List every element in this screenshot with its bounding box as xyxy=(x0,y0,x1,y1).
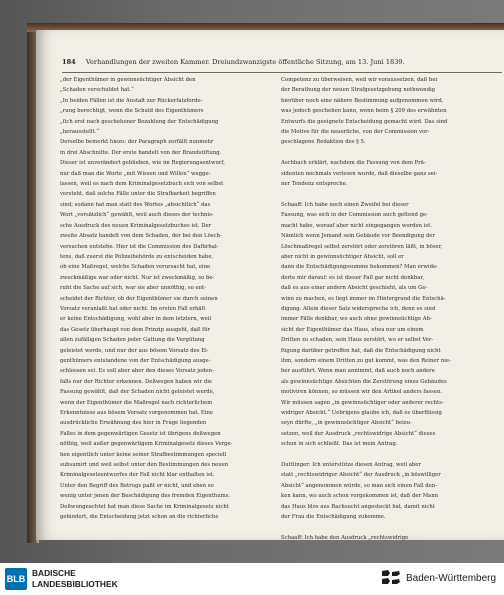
text-line: sche Ausdruck des neuen Kriminalgesetzbuches ist. Der xyxy=(60,222,212,229)
text-line: Absicht“ angenommen würde, so man sich einen Fall den- xyxy=(281,482,437,489)
text-line xyxy=(281,189,499,199)
text-line: der Berathung der neuen Strafgesetzgebung nothwendig xyxy=(281,87,436,94)
text-line: dann die Entschädigungssumme bekommen? Man erwide- xyxy=(281,264,438,271)
text-line: das Gesetz überhaupt von dem Prinzip ausgeht, daß für xyxy=(60,326,211,333)
text-line: „ſich erst nach geschehener Bezahlung der Entschädigung xyxy=(60,118,219,125)
text-line: seyn dürfte, „in gewinnsüchtiger Absicht“ beizu- xyxy=(281,420,412,427)
text-line: falls nur der Richter erkennen. Deßwegen haben wir die xyxy=(60,378,213,385)
text-line: „In beiden Fällen ist die Anstalt zur Rückerſatzforde- xyxy=(60,97,203,104)
text-line: Deßwungeachtet hat man diese Sache im Kriminalgesetz nicht xyxy=(60,503,229,510)
page-number: 184 xyxy=(62,58,76,66)
text-line: als gewinnsüchtige Absichten die Zerstörung eines Gebäudes xyxy=(281,378,447,385)
text-line: digung. Allein dieser Satz widerspreche ich, denn es sind xyxy=(281,305,436,312)
text-line: lassen, weil es nach dem Kriminalgesetzbuch sich von selbst xyxy=(60,181,224,188)
text-line: geleistet werde, und nur der aus bösem Vorsatz des Ei- xyxy=(60,347,209,354)
library-name-line-1: BADISCHE xyxy=(32,568,76,578)
running-head-title: Verhandlungen der zweiten Kammer. Dreiundzwanzigste öffentliche Sitzung, am 13. Juni 1839. xyxy=(85,58,405,66)
text-line: Unter den Begriff des Betrugs paßt er nicht, und eben so xyxy=(60,482,214,489)
text-line: Competenz zu überweisen, weil wir voraussetzen, daß bei xyxy=(281,77,438,83)
library-name xyxy=(32,568,162,589)
state-name: Baden-Württemberg xyxy=(406,573,497,584)
text-line: Fassung gewählt, daß der Schaden nicht geleistet werde, xyxy=(60,389,215,396)
text-line: nur daß man die Worte „mit Wissen und Willen“ wegge- xyxy=(60,170,211,177)
text-line: Aschbach erklärt, nachdem die Fassung von dem Prä- xyxy=(281,160,426,167)
right-text-column xyxy=(281,75,499,541)
text-line: Wort „vorsätzlich“ gewählt, weil auch dieses der technis- xyxy=(60,212,214,219)
text-line: gehindert, die Entscheidung jetzt schon an die richterliche xyxy=(60,514,219,521)
text-line: Kriminalgesetzentwurfes der Fall nicht klar enthalten ist. xyxy=(60,472,215,479)
text-line: wenn der Eigenthümer die Maßregel nach richterlichem xyxy=(60,399,213,406)
library-name-line-2: LANDESBIBLIOTHEK xyxy=(32,578,118,589)
text-line xyxy=(281,148,499,158)
text-line: ihm, sondern einem Dritten zu gut kommt, was den Reiner nie- xyxy=(281,357,451,364)
text-line: tens, daß zuerst die Polizeibehörde zu entscheiden habe, xyxy=(60,253,214,260)
text-line: der Frau die Entschädigung zukomme. xyxy=(281,514,386,521)
text-line: allen zufälligen Schaden jeder Gattung die Vergütung xyxy=(60,337,205,344)
text-line: widriger Absicht.“ Uebrigens glaube ich, daß es überflüssig xyxy=(281,410,442,416)
text-line: scheidet der Richter, ob der Eigenthümer sie durch seinen xyxy=(60,295,218,302)
text-line: Schaaff: Ich habe noch einen Zweifel bei dieser xyxy=(281,201,409,208)
text-line: sind; sodann hat man statt des Wortes „absichtlich“ das xyxy=(60,201,211,208)
text-line: ner Tendenz entspreche. xyxy=(281,181,348,188)
text-line: Erkenntnisse aus bösem Vorsatz vorgenommen hat. Eine xyxy=(60,410,213,416)
text-line: immer Fälle denkbar, wo auch ohne gewinnsüchtige Ab- xyxy=(281,316,432,323)
text-line: „rung berechtigt, wenn die Schuld des Eigenthümers xyxy=(60,108,204,115)
text-line: her ausführt. Wenn man annimmt, daß auch noch andere xyxy=(281,368,435,375)
text-line: fügung darüber getroffen hat, daß die Entschädigung nicht xyxy=(281,347,441,354)
text-line: winn zu machen, es liegt immer im Hintergrund die Entschä- xyxy=(281,295,446,302)
text-line: sicht der Eigenthümer das Haus, etwa nur um einem xyxy=(281,326,424,333)
text-line: geschlagene Redaktion des § 5. xyxy=(281,139,366,146)
text-line: Nämlich wenn Jemand sein Gebäude vor Beendigung der xyxy=(281,233,435,240)
text-line: versuchen entstehe. Hier ist die Commission des Dafürhal- xyxy=(60,243,219,250)
text-line: genthümers entstandene von der Entschädigung ausge- xyxy=(60,357,211,364)
text-line: in drei Abschnitte. Der erste handelt von der Brandstiftung. xyxy=(60,149,222,156)
text-line: „herausstellt.“ xyxy=(60,129,99,136)
text-line: Dritten zu schaden, sein Haus zerstört, wo er selbst Ver- xyxy=(281,337,434,344)
text-line: ken kann, wo auch schon vorgekommen ist, daß der Mann xyxy=(281,493,439,500)
text-line: schlossen sei. Es soll aber aber den dieses Vorsatz jeden- xyxy=(60,368,214,375)
text-line: Löschmaßregel selbst zerstört oder zerstören läßt, in böser, xyxy=(281,243,443,250)
text-line: Falles in dem gegenwärtigen Gesetz ist übrigens deßwegen xyxy=(60,430,221,437)
text-line: das Haus blos aus Rachsucht angesteckt hat, damit nicht xyxy=(281,503,435,510)
text-line: was jedoch geschehen kann, wenn beim § 209 des erwähnten xyxy=(281,108,447,115)
text-line: statt „rechtswidriger Absicht“ der Ausdruck „in böswilliger xyxy=(281,472,441,479)
text-line: er keine Entschädigung, wohl aber in dem letztern, weil xyxy=(60,316,212,323)
text-line: zweite Absatz handelt von dem Schaden, der bei den Lösch- xyxy=(60,233,222,240)
text-line: versteht, daß solche Fälle unter die Strafbarkeit begriffen xyxy=(60,191,216,198)
text-line: ob eine Maßregel, welche Schaden verursacht hat, eine xyxy=(60,264,211,271)
text-line: aber nicht in gewinnsüchtiger Absicht, soll er xyxy=(281,253,404,260)
header-rule xyxy=(62,72,502,73)
text-line: wenig unter jenen der Beschädigung des fremden Eigenthums. xyxy=(60,493,231,500)
text-line: subsumirt und weil selbst unter den Bestimmungen des neuen xyxy=(60,462,229,469)
text-line: Entwurfs die geeignete Entscheidung gemacht wird. Das sind xyxy=(281,118,448,125)
text-line: „der Eigenthümer in gewinnsüchtiger Absicht den xyxy=(60,77,196,83)
text-line xyxy=(281,450,499,460)
running-head xyxy=(62,58,502,72)
text-line: setzen, weil der Ausdruck „rechtswidrige Absicht“ dieses xyxy=(281,430,436,437)
text-line: nöthig, weil außer gegenwärtigem Kriminalgesetz dieses Verge- xyxy=(60,441,233,448)
text-line: Fassung, was sich in der Commission auch geltend ge- xyxy=(281,212,428,219)
text-line: Vorsatz veranlaßt hat oder nicht. Im ersten Fall erhält xyxy=(60,305,206,312)
text-line: daß es aus einer andern Absicht geschieht, als um Ge- xyxy=(281,285,428,292)
text-line: Dieser ist unverändert geblieben, wie im Regierungsentwurf, xyxy=(60,160,225,167)
text-line: zweckmäßige war oder nicht. Nur ist zweckmäßig, so be- xyxy=(60,274,215,281)
text-line: ausdrückliche Erwähnung des hier in Frage liegenden xyxy=(60,420,207,427)
baden-wuerttemberg-crest-icon xyxy=(379,568,403,588)
text-line xyxy=(281,522,499,532)
text-line: hen eigentlich unter keine seiner Strafbestimmungen speciell xyxy=(60,451,227,458)
text-line: motiviren können, so müssen wir den Artikel anders fassen. xyxy=(281,389,443,396)
text-line: derte mir darauf: es ist dieser Fall gar nicht denkbar, xyxy=(281,274,424,281)
blb-logo-icon: BLB xyxy=(5,568,27,590)
text-line: Wir müssen sagen „in gewinnsüchtiger oder anderer rechts- xyxy=(281,399,444,406)
text-line: ruht die Sache auf sich, war sie aber unnöthig, so ent- xyxy=(60,285,206,292)
text-line: Derselbe bemerkt hiezu: der Paragraph zerfällt nunmehr xyxy=(60,139,214,146)
text-line: hierüber noch eine nähere Bestimmung aufgenommen wird, xyxy=(281,97,444,104)
left-text-column xyxy=(60,75,270,521)
text-line: Schaaff: Ich habe den Ausdruck „rechtswidrige xyxy=(281,534,409,541)
text-line: „Schaden verschuldet hat.“ xyxy=(60,87,134,94)
text-line: schon in sich schließt. Das ist mein Antrag. xyxy=(281,441,398,448)
text-line: Duttlinger: Ich unterstütze diesen Antrag, weil aber xyxy=(281,462,421,469)
text-line: die Motive für die neuerliche, von der Commission vor- xyxy=(281,129,430,136)
text-line: sidenten nochmals verlesen wurde, daß dieselbe ganz sei- xyxy=(281,170,438,177)
text-line: macht habe, worauf aber nicht eingegangen worden ist. xyxy=(281,222,432,229)
